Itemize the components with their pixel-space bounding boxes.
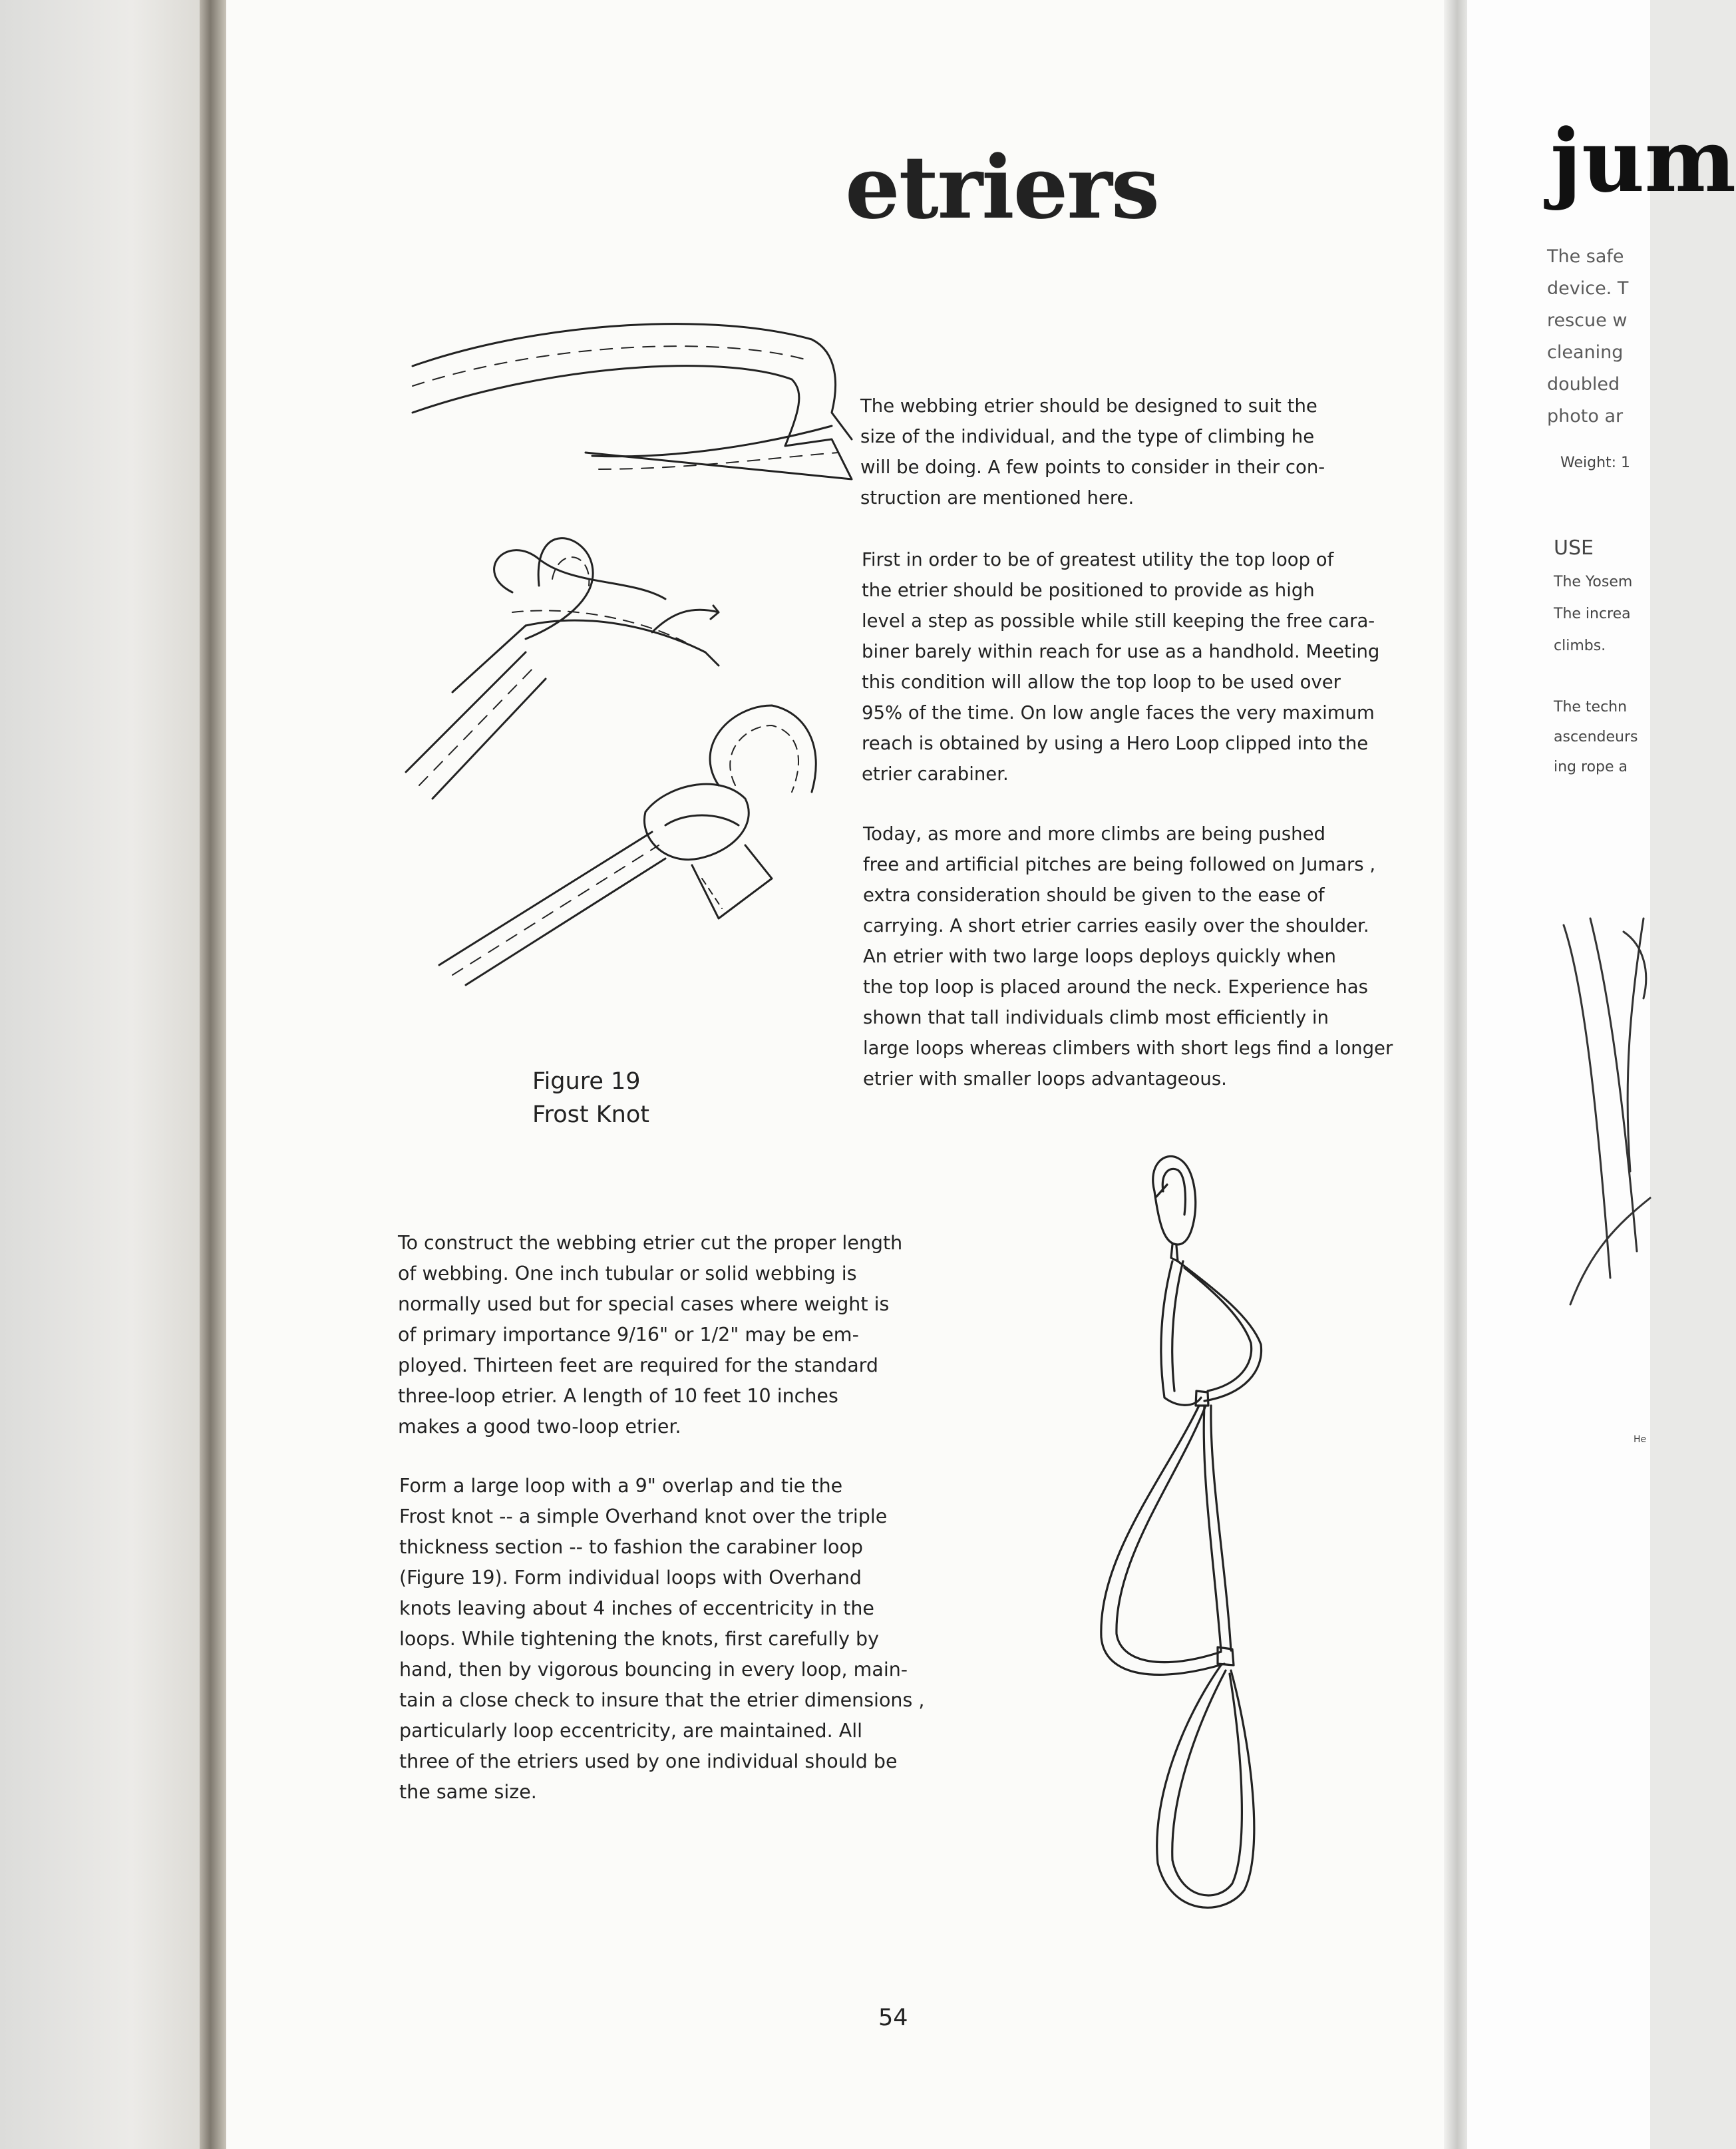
- intro-paragraph: [860, 391, 1325, 513]
- frost-knot-illustration: [373, 280, 852, 985]
- figure-caption: [532, 1065, 649, 1131]
- text-line: of primary importance 9/16" or 1/2" may be em-: [398, 1324, 859, 1346]
- form-paragraph: [399, 1471, 924, 1808]
- text-line: the etrier should be positioned to provide as high: [862, 580, 1315, 601]
- next-page-heading: USE: [1554, 536, 1594, 560]
- text-line: hand, then by vigorous bouncing in every loop, main-: [399, 1659, 908, 1680]
- text-line: extra consideration should be given to the ease of: [863, 884, 1325, 906]
- figure-caption-title: Frost Knot: [532, 1101, 649, 1128]
- text-line: etrier carabiner.: [862, 763, 1009, 785]
- next-page-text-line: The safe: [1547, 246, 1624, 267]
- text-line: biner barely within reach for use as a handhold. Meeting: [862, 641, 1380, 662]
- next-page-text-line: photo ar: [1547, 406, 1624, 427]
- text-line: thickness section -- to fashion the carabiner loop: [399, 1536, 863, 1558]
- next-page-text-line: climbs.: [1554, 638, 1606, 654]
- text-line: struction are mentioned here.: [860, 487, 1134, 508]
- text-line: First in order to be of greatest utility the top loop of: [862, 549, 1334, 570]
- next-page-weight-line: Weight: 1: [1560, 455, 1631, 471]
- text-line: of webbing. One inch tubular or solid webbing is: [398, 1263, 857, 1284]
- text-line: Today, as more and more climbs are being pushed: [863, 823, 1325, 845]
- today-paragraph: [863, 819, 1393, 1094]
- text-line: (Figure 19). Form individual loops with Overhand: [399, 1567, 862, 1589]
- next-page-text-line: cleaning: [1547, 342, 1624, 363]
- book-spine: [200, 0, 226, 2149]
- text-line: normally used but for special cases where weight is: [398, 1293, 890, 1315]
- next-page-illustration-fragment: [1550, 905, 1650, 1304]
- next-page-text-line: device. T: [1547, 278, 1629, 299]
- text-line: particularly loop eccentricity, are maintained. All: [399, 1720, 863, 1742]
- text-line: will be doing. A few points to consider in their con-: [860, 457, 1325, 478]
- text-line: free and artificial pitches are being followed on Jumars ,: [863, 854, 1376, 875]
- text-line: loops. While tightening the knots, first carefully by: [399, 1628, 879, 1650]
- text-line: the top loop is placed around the neck. Experience has: [863, 976, 1368, 998]
- text-line: shown that tall individuals climb most efficiently in: [863, 1007, 1329, 1028]
- text-line: three of the etriers used by one individual should be: [399, 1750, 898, 1772]
- next-page-text-line: doubled: [1547, 374, 1620, 395]
- construct-paragraph: [398, 1228, 902, 1442]
- text-line: An etrier with two large loops deploys quickly when: [863, 946, 1336, 967]
- book-gutter: [1444, 0, 1471, 2149]
- text-line: To construct the webbing etrier cut the proper length: [398, 1232, 903, 1254]
- next-page-text-line: ascendeurs: [1554, 729, 1638, 745]
- text-line: etrier with smaller loops advantageous.: [863, 1068, 1227, 1089]
- text-line: size of the individual, and the type of climbing he: [860, 426, 1315, 447]
- text-line: carrying. A short etrier carries easily over the shoulder.: [863, 915, 1369, 936]
- text-line: makes a good two-loop etrier.: [398, 1416, 681, 1438]
- page-title: etriers: [845, 136, 1159, 238]
- text-line: tain a close check to insure that the etrier dimensions ,: [399, 1689, 925, 1711]
- text-line: The webbing etrier should be designed to suit the: [860, 395, 1317, 417]
- next-page-text-line: rescue w: [1547, 310, 1628, 331]
- next-page-text-line: The techn: [1554, 699, 1628, 715]
- left-margin: [0, 0, 220, 2149]
- next-page-text-line: The increa: [1554, 606, 1631, 622]
- next-page-title-fragment: jum: [1550, 110, 1736, 212]
- text-line: level a step as possible while still keeping the free cara-: [862, 610, 1375, 632]
- text-line: the same size.: [399, 1781, 537, 1803]
- top-loop-paragraph: [862, 544, 1379, 789]
- text-line: 95% of the time. On low angle faces the very maximum: [862, 702, 1375, 723]
- next-page-label: He: [1634, 1434, 1647, 1445]
- text-line: ployed. Thirteen feet are required for the standard: [398, 1354, 878, 1376]
- next-page-text-line: ing rope a: [1554, 759, 1628, 775]
- page-number: 54: [878, 2005, 908, 2031]
- next-page-text-line: The Yosem: [1554, 574, 1633, 590]
- text-line: this condition will allow the top loop to be used over: [862, 672, 1341, 693]
- text-line: large loops whereas climbers with short legs find a longer: [863, 1038, 1393, 1059]
- etrier-illustration: [1085, 1145, 1311, 1923]
- text-line: knots leaving about 4 inches of eccentricity in the: [399, 1597, 874, 1619]
- text-line: three-loop etrier. A length of 10 feet 10 inches: [398, 1385, 838, 1407]
- text-line: Frost knot -- a simple Overhand knot over the triple: [399, 1505, 888, 1527]
- text-line: Form a large loop with a 9" overlap and tie the: [399, 1475, 843, 1497]
- text-line: reach is obtained by using a Hero Loop clipped into the: [862, 733, 1369, 754]
- figure-caption-number: Figure 19: [532, 1068, 641, 1095]
